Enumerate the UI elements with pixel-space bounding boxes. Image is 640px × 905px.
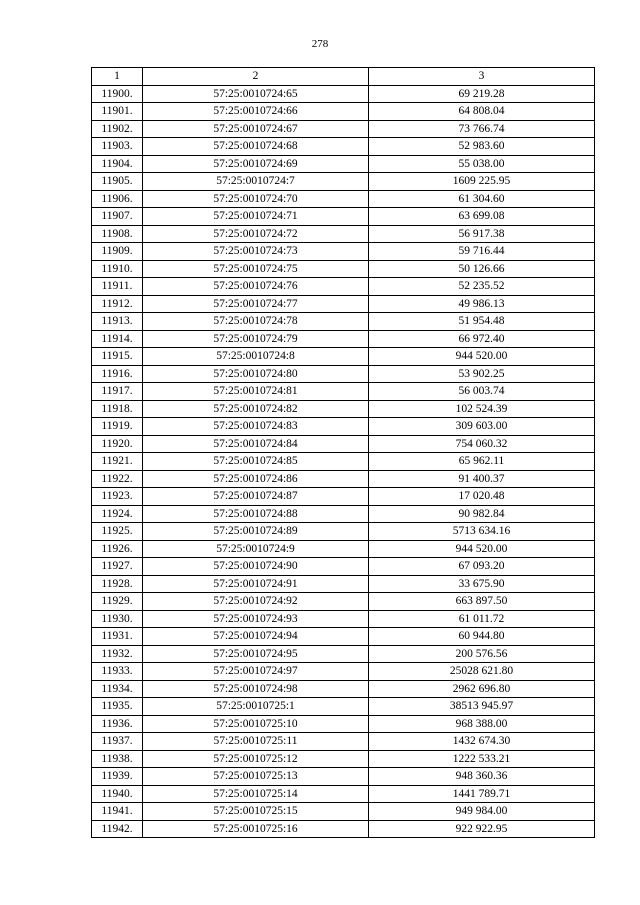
column-header-value: 3 (369, 68, 595, 86)
cell-row-number: 11907. (92, 208, 143, 226)
table-row (92, 313, 595, 331)
table-row (92, 85, 595, 103)
cell-cadastral-number: 57:25:0010724:89 (143, 523, 369, 541)
cell-row-number: 11909. (92, 243, 143, 261)
cell-value: 922 922.95 (369, 820, 595, 838)
registry-table (91, 67, 595, 838)
cell-cadastral-number: 57:25:0010724:97 (143, 663, 369, 681)
table-row (92, 505, 595, 523)
cell-row-number: 11910. (92, 260, 143, 278)
table-row (92, 453, 595, 471)
table-row (92, 138, 595, 156)
table-row (92, 663, 595, 681)
table-row (92, 330, 595, 348)
cell-value: 91 400.37 (369, 470, 595, 488)
table-row (92, 523, 595, 541)
table-row (92, 260, 595, 278)
table-row (92, 278, 595, 296)
cell-row-number: 11928. (92, 575, 143, 593)
cell-value: 33 675.90 (369, 575, 595, 593)
cell-value: 968 388.00 (369, 715, 595, 733)
cell-value: 64 808.04 (369, 103, 595, 121)
cell-value: 38513 945.97 (369, 698, 595, 716)
cell-cadastral-number: 57:25:0010724:92 (143, 593, 369, 611)
cell-value: 61 011.72 (369, 610, 595, 628)
cell-cadastral-number: 57:25:0010725:1 (143, 698, 369, 716)
cell-row-number: 11940. (92, 785, 143, 803)
cell-cadastral-number: 57:25:0010724:94 (143, 628, 369, 646)
cell-cadastral-number: 57:25:0010724:90 (143, 558, 369, 576)
cell-cadastral-number: 57:25:0010724:69 (143, 155, 369, 173)
cell-row-number: 11918. (92, 400, 143, 418)
table-row (92, 575, 595, 593)
cell-value: 944 520.00 (369, 348, 595, 366)
cell-cadastral-number: 57:25:0010724:66 (143, 103, 369, 121)
cell-row-number: 11920. (92, 435, 143, 453)
cell-cadastral-number: 57:25:0010724:67 (143, 120, 369, 138)
cell-row-number: 11930. (92, 610, 143, 628)
table-row (92, 225, 595, 243)
table-row (92, 120, 595, 138)
cell-row-number: 11925. (92, 523, 143, 541)
cell-row-number: 11935. (92, 698, 143, 716)
cell-cadastral-number: 57:25:0010724:91 (143, 575, 369, 593)
table-row (92, 680, 595, 698)
cell-cadastral-number: 57:25:0010725:15 (143, 803, 369, 821)
cell-row-number: 11939. (92, 768, 143, 786)
table-row (92, 470, 595, 488)
table-row (92, 750, 595, 768)
cell-value: 52 235.52 (369, 278, 595, 296)
cell-row-number: 11902. (92, 120, 143, 138)
cell-row-number: 11923. (92, 488, 143, 506)
cell-value: 663 897.50 (369, 593, 595, 611)
table-row (92, 785, 595, 803)
cell-cadastral-number: 57:25:0010724:7 (143, 173, 369, 191)
cell-cadastral-number: 57:25:0010724:82 (143, 400, 369, 418)
cell-cadastral-number: 57:25:0010724:72 (143, 225, 369, 243)
cell-value: 200 576.56 (369, 645, 595, 663)
cell-cadastral-number: 57:25:0010724:81 (143, 383, 369, 401)
cell-row-number: 11901. (92, 103, 143, 121)
cell-cadastral-number: 57:25:0010724:65 (143, 85, 369, 103)
cell-cadastral-number: 57:25:0010725:10 (143, 715, 369, 733)
cell-value: 67 093.20 (369, 558, 595, 576)
cell-value: 53 902.25 (369, 365, 595, 383)
page-number: 278 (311, 38, 329, 50)
table-row (92, 820, 595, 838)
cell-value: 949 984.00 (369, 803, 595, 821)
cell-value: 17 020.48 (369, 488, 595, 506)
cell-row-number: 11922. (92, 470, 143, 488)
cell-cadastral-number: 57:25:0010724:75 (143, 260, 369, 278)
cell-row-number: 11904. (92, 155, 143, 173)
table-row (92, 208, 595, 226)
cell-value: 63 699.08 (369, 208, 595, 226)
cell-value: 1441 789.71 (369, 785, 595, 803)
table-row (92, 768, 595, 786)
cell-row-number: 11938. (92, 750, 143, 768)
cell-row-number: 11927. (92, 558, 143, 576)
cell-row-number: 11915. (92, 348, 143, 366)
cell-cadastral-number: 57:25:0010725:12 (143, 750, 369, 768)
cell-value: 69 219.28 (369, 85, 595, 103)
table-row (92, 190, 595, 208)
table-row (92, 243, 595, 261)
table-row (92, 628, 595, 646)
cell-cadastral-number: 57:25:0010724:71 (143, 208, 369, 226)
cell-row-number: 11937. (92, 733, 143, 751)
cell-cadastral-number: 57:25:0010724:77 (143, 295, 369, 313)
cell-value: 59 716.44 (369, 243, 595, 261)
table-row (92, 558, 595, 576)
cell-row-number: 11934. (92, 680, 143, 698)
cell-value: 50 126.66 (369, 260, 595, 278)
cell-row-number: 11926. (92, 540, 143, 558)
cell-value: 309 603.00 (369, 418, 595, 436)
table-header-row (92, 68, 595, 86)
cell-row-number: 11942. (92, 820, 143, 838)
cell-cadastral-number: 57:25:0010725:14 (143, 785, 369, 803)
cell-value: 1609 225.95 (369, 173, 595, 191)
cell-row-number: 11914. (92, 330, 143, 348)
cell-cadastral-number: 57:25:0010724:76 (143, 278, 369, 296)
cell-value: 61 304.60 (369, 190, 595, 208)
cell-row-number: 11908. (92, 225, 143, 243)
cell-row-number: 11932. (92, 645, 143, 663)
cell-cadastral-number: 57:25:0010724:87 (143, 488, 369, 506)
table-row (92, 295, 595, 313)
cell-cadastral-number: 57:25:0010724:93 (143, 610, 369, 628)
table-row (92, 733, 595, 751)
cell-row-number: 11906. (92, 190, 143, 208)
table-row (92, 383, 595, 401)
cell-cadastral-number: 57:25:0010724:80 (143, 365, 369, 383)
cell-row-number: 11931. (92, 628, 143, 646)
cell-cadastral-number: 57:25:0010724:86 (143, 470, 369, 488)
table-row (92, 103, 595, 121)
table-row (92, 540, 595, 558)
table-row (92, 435, 595, 453)
cell-cadastral-number: 57:25:0010724:9 (143, 540, 369, 558)
cell-value: 1222 533.21 (369, 750, 595, 768)
cell-cadastral-number: 57:25:0010724:98 (143, 680, 369, 698)
table-row (92, 365, 595, 383)
table-body (92, 85, 595, 838)
cell-value: 73 766.74 (369, 120, 595, 138)
table-row (92, 173, 595, 191)
cell-row-number: 11919. (92, 418, 143, 436)
cell-row-number: 11924. (92, 505, 143, 523)
cell-value: 90 982.84 (369, 505, 595, 523)
cell-value: 944 520.00 (369, 540, 595, 558)
cell-row-number: 11900. (92, 85, 143, 103)
cell-cadastral-number: 57:25:0010724:85 (143, 453, 369, 471)
cell-cadastral-number: 57:25:0010724:84 (143, 435, 369, 453)
cell-value: 52 983.60 (369, 138, 595, 156)
cell-cadastral-number: 57:25:0010725:11 (143, 733, 369, 751)
table-row (92, 698, 595, 716)
cell-cadastral-number: 57:25:0010725:16 (143, 820, 369, 838)
cell-row-number: 11905. (92, 173, 143, 191)
cell-value: 25028 621.80 (369, 663, 595, 681)
cell-cadastral-number: 57:25:0010724:70 (143, 190, 369, 208)
table-row (92, 715, 595, 733)
table-row (92, 400, 595, 418)
cell-value: 56 917.38 (369, 225, 595, 243)
cell-row-number: 11929. (92, 593, 143, 611)
column-header-cadastral-number: 2 (143, 68, 369, 86)
table-row (92, 593, 595, 611)
cell-row-number: 11916. (92, 365, 143, 383)
cell-cadastral-number: 57:25:0010724:68 (143, 138, 369, 156)
cell-cadastral-number: 57:25:0010724:73 (143, 243, 369, 261)
cell-value: 49 986.13 (369, 295, 595, 313)
cell-cadastral-number: 57:25:0010725:13 (143, 768, 369, 786)
cell-cadastral-number: 57:25:0010724:79 (143, 330, 369, 348)
cell-value: 56 003.74 (369, 383, 595, 401)
cell-row-number: 11941. (92, 803, 143, 821)
cell-value: 55 038.00 (369, 155, 595, 173)
cell-row-number: 11911. (92, 278, 143, 296)
cell-cadastral-number: 57:25:0010724:88 (143, 505, 369, 523)
table-row (92, 645, 595, 663)
cell-value: 2962 696.80 (369, 680, 595, 698)
cell-row-number: 11903. (92, 138, 143, 156)
table-row (92, 803, 595, 821)
cell-value: 5713 634.16 (369, 523, 595, 541)
cell-row-number: 11912. (92, 295, 143, 313)
table-row (92, 488, 595, 506)
table-row (92, 348, 595, 366)
cell-cadastral-number: 57:25:0010724:95 (143, 645, 369, 663)
cell-value: 51 954.48 (369, 313, 595, 331)
cell-row-number: 11913. (92, 313, 143, 331)
cell-value: 754 060.32 (369, 435, 595, 453)
cell-cadastral-number: 57:25:0010724:83 (143, 418, 369, 436)
cell-value: 1432 674.30 (369, 733, 595, 751)
column-header-number: 1 (92, 68, 143, 86)
cell-value: 66 972.40 (369, 330, 595, 348)
cell-cadastral-number: 57:25:0010724:8 (143, 348, 369, 366)
cell-row-number: 11933. (92, 663, 143, 681)
cell-cadastral-number: 57:25:0010724:78 (143, 313, 369, 331)
cell-row-number: 11917. (92, 383, 143, 401)
cell-value: 948 360.36 (369, 768, 595, 786)
cell-value: 102 524.39 (369, 400, 595, 418)
cell-row-number: 11936. (92, 715, 143, 733)
table-row (92, 418, 595, 436)
table-row (92, 155, 595, 173)
cell-value: 65 962.11 (369, 453, 595, 471)
table-row (92, 610, 595, 628)
cell-row-number: 11921. (92, 453, 143, 471)
cell-value: 60 944.80 (369, 628, 595, 646)
